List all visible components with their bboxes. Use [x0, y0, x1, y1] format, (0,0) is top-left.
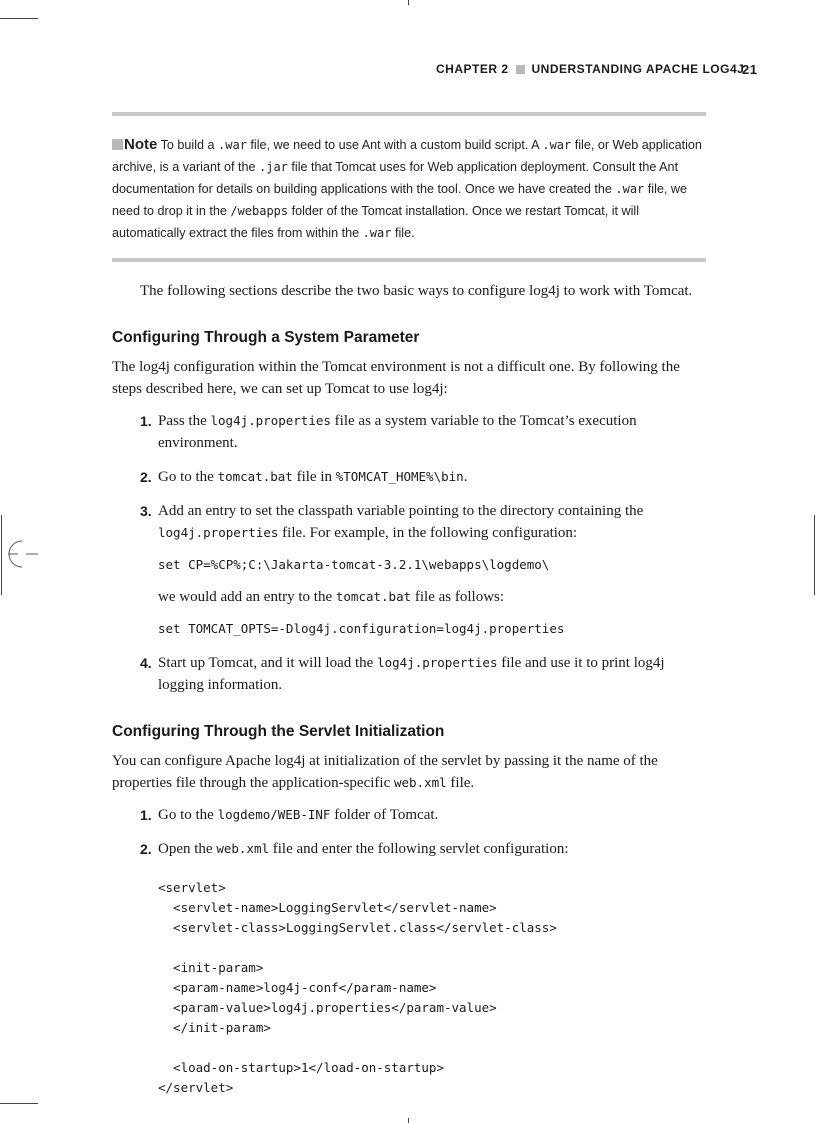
note-text: file, we need to use Ant with a custom build script. A: [246, 138, 543, 152]
step-text: file in: [292, 469, 336, 485]
inline-code: tomcat.bat: [217, 469, 293, 484]
note-square-icon: [112, 139, 123, 150]
note-box: [112, 112, 706, 262]
note-code: /webapps: [230, 204, 289, 218]
step-number: 4.: [140, 655, 152, 671]
section-heading: Configuring Through a System Parameter: [112, 329, 420, 346]
inline-code: logdemo/WEB-INF: [217, 807, 331, 822]
note-code: .war: [218, 138, 247, 152]
page-body: [112, 280, 712, 1110]
inline-code: log4j.properties: [158, 525, 279, 540]
note-code: .jar: [259, 160, 288, 174]
note-code: .war: [362, 226, 392, 240]
list-item: [112, 500, 712, 640]
crop-mark: [0, 1103, 38, 1104]
running-head: [436, 62, 756, 76]
step-number: 2.: [140, 469, 152, 485]
step-text: Add an entry to set the classpath variable pointing to the directory containing the: [158, 503, 644, 519]
step-text: file and enter the following servlet configuration:: [269, 841, 569, 857]
crop-mark: [408, 0, 409, 5]
chapter-label: CHAPTER 2: [436, 62, 509, 76]
paragraph-text: file.: [446, 775, 475, 791]
step-text: Open the: [158, 841, 217, 857]
step-text: file. For example, in the following configuration:: [278, 525, 578, 541]
step-text: file as follows:: [411, 589, 505, 605]
list-item: [112, 410, 712, 454]
step-number: 1.: [140, 807, 152, 823]
step-number: 1.: [140, 413, 152, 429]
step-text: Start up Tomcat, and it will load the: [158, 655, 378, 671]
note-text: file that Tomcat uses for Web application deployment. Consult the Ant documentation for details on building applications with the tool. Once we have created the: [112, 160, 679, 196]
step-text: we would add an entry to the: [158, 589, 336, 605]
list-item: [112, 804, 712, 826]
step-text: folder of Tomcat.: [330, 807, 439, 823]
step-text: file and use it to print log4j logging information.: [158, 655, 665, 693]
inline-code: web.xml: [216, 841, 270, 856]
steps-list: [112, 804, 712, 1098]
step-text: file as a system variable to the Tomcat’s execution environment.: [158, 413, 637, 451]
inline-code: log4j.properties: [377, 655, 498, 670]
separator-square-icon: [516, 65, 525, 74]
registration-mark-icon: [0, 530, 40, 570]
step-text: Pass the: [158, 413, 211, 429]
code-line: set CP=%CP%;C:\Jakarta-tomcat-3.2.1\webapps\logdemo\: [158, 557, 550, 572]
note-text: file, or Web application archive, is a variant of the: [112, 138, 702, 174]
inline-code: log4j.properties: [210, 413, 331, 428]
crop-mark: [408, 1118, 409, 1123]
note-label: Note: [124, 136, 158, 153]
inline-code: %TOMCAT_HOME%\bin: [335, 469, 464, 484]
paragraph-text: You can configure Apache log4j at initialization of the servlet by passing it the name of the properties file through the application-specific: [112, 753, 658, 791]
note-text: To build a: [157, 138, 219, 152]
crop-mark: [814, 515, 815, 595]
section-paragraph: [112, 750, 712, 794]
note-text: file, we need to drop it in the: [112, 182, 687, 218]
crop-mark: [0, 18, 38, 19]
page-number: 21: [742, 61, 758, 77]
note-code: .war: [542, 138, 572, 152]
step-number: 2.: [140, 841, 152, 857]
note-text: folder of the Tomcat installation. Once we restart Tomcat, it will automatically extract the files from within the: [112, 204, 640, 240]
note-code: .war: [615, 182, 645, 196]
steps-list: [112, 410, 712, 696]
chapter-title: UNDERSTANDING APACHE LOG4J: [531, 62, 745, 76]
note-text: file.: [391, 226, 415, 240]
list-item: [112, 652, 712, 696]
inline-code: tomcat.bat: [335, 589, 412, 604]
list-item: [112, 466, 712, 488]
step-text: Go to the: [158, 807, 218, 823]
list-item: [112, 838, 712, 1098]
section-paragraph: The log4j configuration within the Tomcat environment is not a difficult one. By following the steps described here, we can set up Tomcat to use log4j:: [112, 359, 680, 397]
code-line: set TOMCAT_OPTS=-Dlog4j.configuration=log4j.properties: [158, 621, 565, 636]
inline-code: web.xml: [393, 775, 447, 790]
step-number: 3.: [140, 503, 152, 519]
step-subparagraph: [158, 586, 712, 608]
step-text: .: [463, 469, 468, 485]
code-block: <servlet> <servlet-name>LoggingServlet</servlet-name> <servlet-class>LoggingServlet.class</servlet-class> <init-param> <param-name>log4j-conf</param-name> <param-value>log4j.properties</param-value> </init-param> <load-on-startup>1</load-on-startup> </servlet>: [158, 880, 557, 1095]
intro-paragraph: The following sections describe the two basic ways to configure log4j to work with Tomcat.: [140, 283, 693, 299]
step-text: Go to the: [158, 469, 218, 485]
section-heading: Configuring Through the Servlet Initialization: [112, 723, 445, 740]
